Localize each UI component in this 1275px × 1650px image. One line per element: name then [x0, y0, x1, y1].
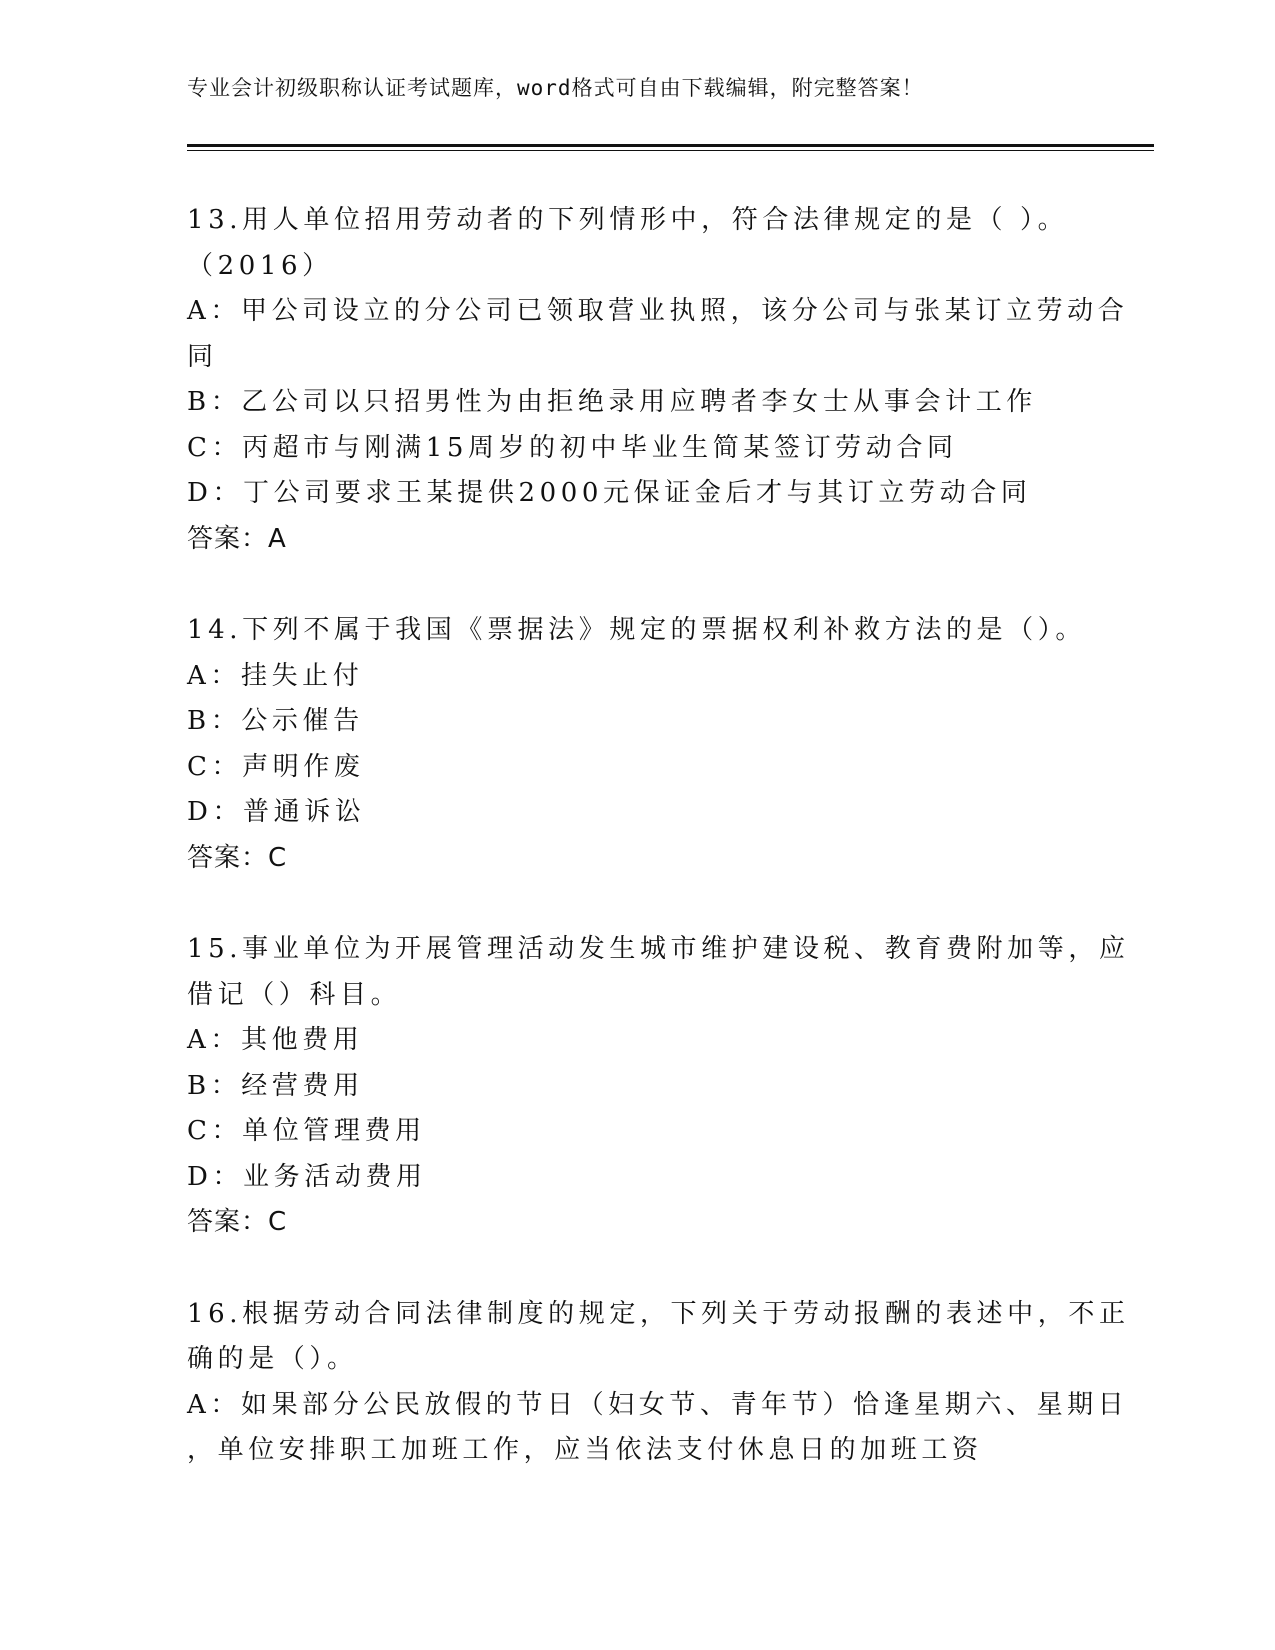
option-a: A：如果部分公民放假的节日（妇女节、青年节）恰逢星期六、星期日 [187, 1389, 1129, 1420]
option-b: B：公示催告 [187, 706, 364, 736]
answer-line: 答案：A [187, 523, 287, 554]
option-a: A：挂失止付 [187, 660, 364, 691]
option-d: D：丁公司要求王某提供2000元保证金后才与其订立劳动合同 [187, 478, 1032, 508]
option-d: D：业务活动费用 [187, 1161, 427, 1192]
question-stem-line: 15.事业单位为开展管理活动发生城市维护建设税、教育费附加等，应 [187, 934, 1130, 964]
header-rule-thin [187, 150, 1154, 151]
question-16 [187, 1292, 1130, 1474]
question-list [187, 198, 1130, 1520]
question-14 [187, 608, 1086, 881]
option-a-continuation: 同 [187, 341, 218, 372]
answer-line: 答案：C [187, 842, 288, 873]
option-a: A：甲公司设立的分公司已领取营业执照，该分公司与张某订立劳动合 [187, 296, 1129, 326]
answer-line: 答案：C [187, 1207, 288, 1237]
option-d: D：普通诉讼 [187, 797, 366, 827]
option-a: A：其他费用 [187, 1025, 364, 1055]
question-stem-line: 14.下列不属于我国《票据法》规定的票据权利补救方法的是（）。 [187, 615, 1086, 645]
question-stem-line: 13.用人单位招用劳动者的下列情形中，符合法律规定的是（ ）。 [187, 205, 1069, 235]
option-c: C：声明作废 [187, 751, 365, 782]
option-b: B：乙公司以只招男性为由拒绝录用应聘者李女士从事会计工作 [187, 387, 1037, 417]
question-stem-line: 16.根据劳动合同法律制度的规定，下列关于劳动报酬的表述中，不正 [187, 1298, 1130, 1329]
option-b: B：经营费用 [187, 1070, 364, 1101]
option-c: C：单位管理费用 [187, 1116, 426, 1146]
question-stem-line: 确的是（）。 [187, 1344, 358, 1374]
header-rule-thick [187, 144, 1154, 147]
option-a-continuation: ，单位安排职工加班工作，应当依法支付休息日的加班工资 [187, 1435, 983, 1465]
question-stem-line: 借记（）科目。 [187, 979, 402, 1010]
question-13 [187, 198, 1129, 562]
question-15 [187, 927, 1130, 1246]
page-header: 专业会计初级职称认证考试题库，word格式可自由下载编辑，附完整答案！ [187, 76, 924, 100]
option-c: C：丙超市与刚满15周岁的初中毕业生简某签订劳动合同 [187, 432, 958, 463]
question-stem-line: （2016） [187, 250, 333, 281]
